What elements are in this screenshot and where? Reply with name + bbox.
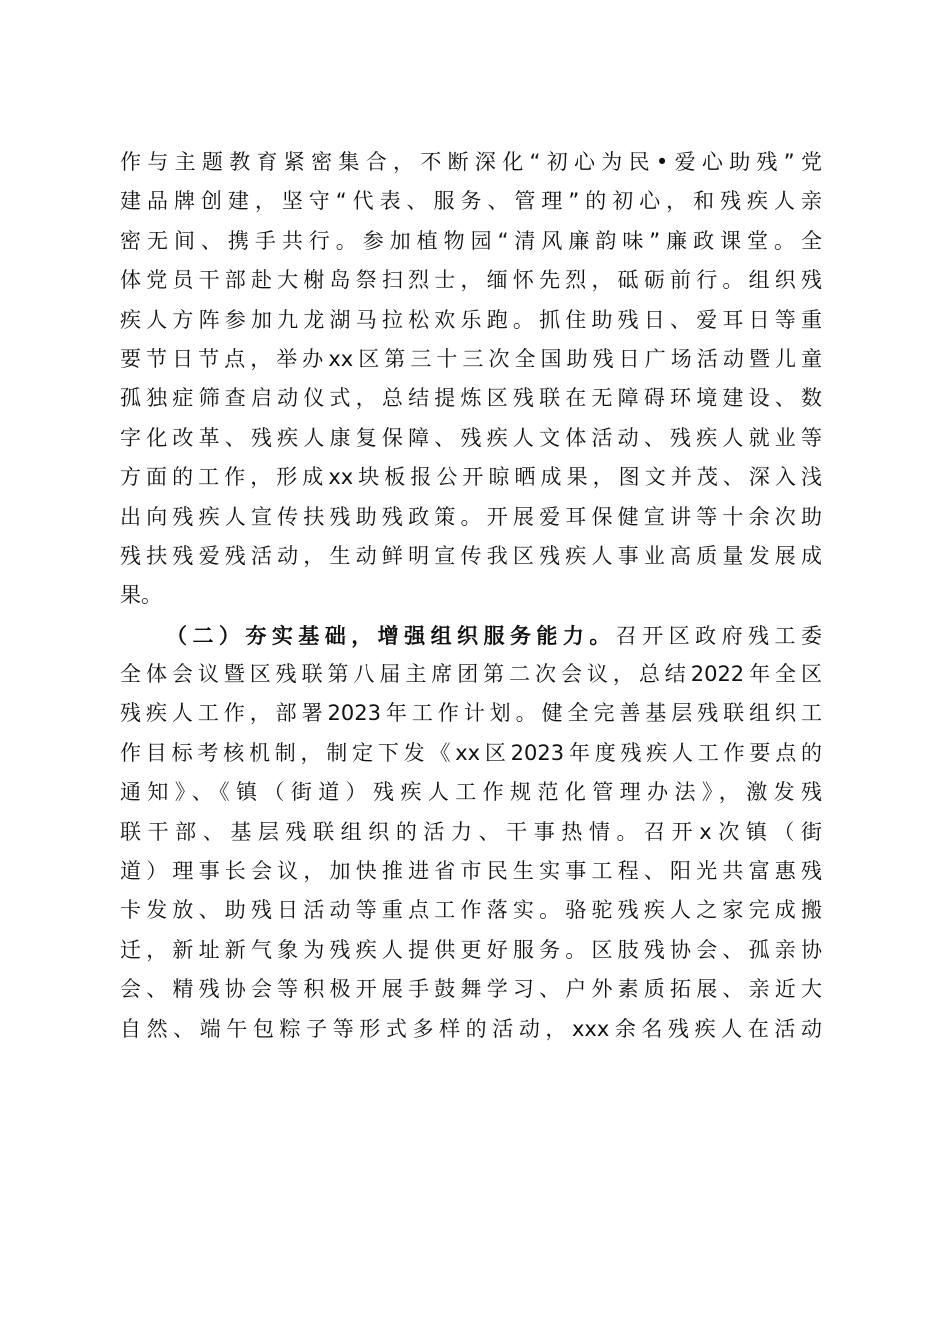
text-line: 出向残疾人宣传扶残助残政策。开展爱耳保健宣讲等十余次助 (120, 504, 822, 529)
text-line: 残扶残爱残活动，生动鲜明宣传我区残疾人事业高质量发展成 (120, 543, 822, 568)
paragraph-organization-capacity (120, 616, 822, 1049)
text-line: 卡发放、助残日活动等重点工作落实。骆驼残疾人之家完成搬 (120, 898, 822, 923)
paragraph-party-building (120, 143, 822, 616)
text-line: 迁，新址新气象为残疾人提供更好服务。区肢残协会、孤亲协 (120, 937, 822, 962)
text-line: 体党员干部赴大榭岛祭扫烈士，缅怀先烈，砥砺前行。组织残 (120, 268, 822, 293)
text-line: 道）理事长会议，加快推进省市民生实事工程、阳光共富惠残 (120, 859, 822, 884)
text-line: 方面的工作，形成xx块板报公开晾晒成果，图文并茂、深入浅 (120, 465, 822, 490)
text-line: 孤独症筛查启动仪式，总结提炼区残联在无障碍环境建设、数 (120, 386, 822, 411)
text-line: 全体会议暨区残联第八届主席团第二次会议，总结2022年全区 (120, 662, 822, 687)
text-line: 自然、端午包粽子等形式多样的活动，xxx余名残疾人在活动 (120, 1016, 822, 1041)
section-heading-line (120, 616, 822, 655)
heading-line-text: 召开区政府残工委 (615, 623, 823, 648)
text-line: 建品牌创建，坚守“代表、服务、管理”的初心，和残疾人亲 (120, 189, 822, 214)
text-line: 果。 (120, 583, 162, 608)
text-line: 残疾人工作，部署2023年工作计划。健全完善基层残联组织工 (120, 701, 822, 726)
text-line: 作与主题教育紧密集合，不断深化“初心为民•爱心助残”党 (120, 150, 822, 174)
text-line: 联干部、基层残联组织的活力、干事热情。召开x次镇（街 (120, 819, 822, 844)
text-line: 要节日节点，举办xx区第三十三次全国助残日广场活动暨儿童 (120, 346, 822, 371)
section-heading: （二）夯实基础，增强组织服务能力。 (166, 622, 616, 648)
text-line: 会、精残协会等积极开展手鼓舞学习、户外素质拓展、亲近大 (120, 977, 822, 1002)
text-line: 密无间、携手共行。参加植物园“清风廉韵味”廉政课堂。全 (120, 228, 822, 253)
text-line: 疾人方阵参加九龙湖马拉松欢乐跑。抓住助残日、爱耳日等重 (120, 307, 822, 332)
document-body (120, 143, 822, 1049)
text-line: 作目标考核机制，制定下发《xx区2023年度残疾人工作要点的 (120, 740, 822, 765)
text-line: 字化改革、残疾人康复保障、残疾人文体活动、残疾人就业等 (120, 425, 822, 450)
text-line: 通知》、《镇（街道）残疾人工作规范化管理办法》，激发残 (120, 780, 822, 805)
